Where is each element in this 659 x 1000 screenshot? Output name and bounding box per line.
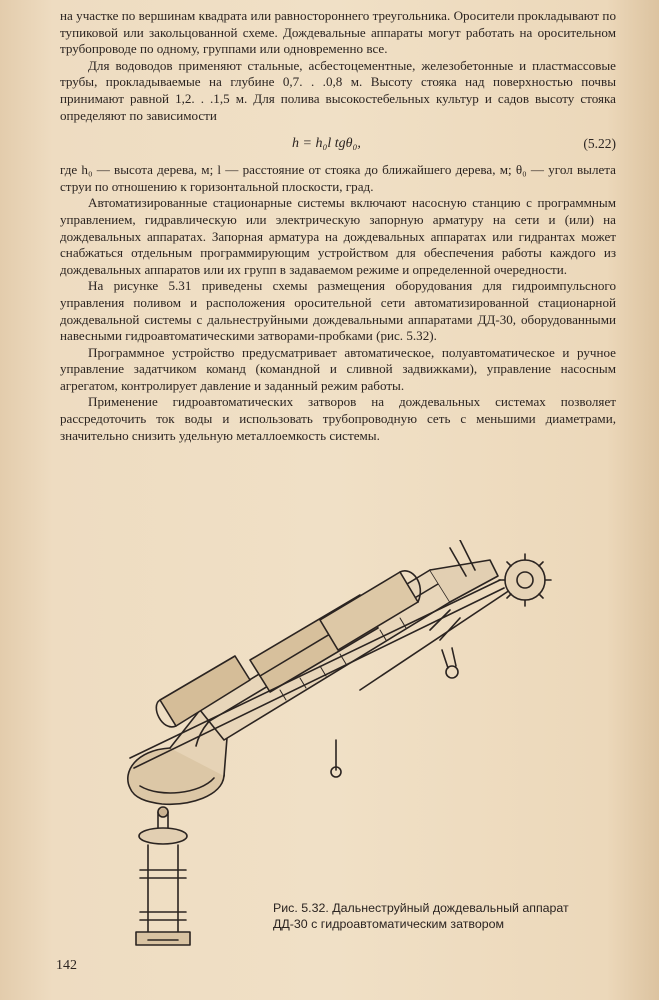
body-text xyxy=(60,8,616,444)
paragraph: где h₀ — высота дерева, м; l — расстояние от стояка до ближайшего дерева, м; θ₀ — угол вылета струи по отношению к горизонтальной плоскости, град. xyxy=(60,162,616,194)
formula-number: (5.22) xyxy=(583,136,616,152)
paragraph: на участке по вершинам квадрата или равностороннего треугольника. Оросители прокладывают по тупиковой или закольцованной схеме. Дождевальные аппараты могут работать на оросительном трубопроводе по одному, группами или одновременно все. xyxy=(60,8,616,57)
formula-expression: h = h₀l tgθ₀, xyxy=(292,136,361,152)
formula xyxy=(60,126,616,162)
paragraph: Программное устройство предусматривает автоматическое, полуавтоматическое и ручное управление задатчиком команд (командной и сливной задвижками), управление насосным агрегатом, контролирует давление и заданный режим работы. xyxy=(60,344,616,393)
page-number: 142 xyxy=(56,958,77,973)
paragraph: Автоматизированные стационарные системы включают насосную станцию с программным управлением, гидравлическую или электрическую запорную арматуру на сети и (или) на дождевальных аппаратах. Запорная арматура на дождевальных аппаратах или гидрантах может снабжаться отдельным программирующим устройством для обеспечения работы каждого из дождевальных аппаратов или их групп в задаваемом режиме и определенной очередности. xyxy=(60,195,616,277)
sprinkler-illustration xyxy=(100,540,570,950)
figure-caption: Рис. 5.32. Дальнеструйный дождевальный аппарат ДД-30 с гидроавтоматическим затвором xyxy=(273,901,569,931)
paragraph: Для водоводов применяют стальные, асбестоцементные, железобетонные и пластмассовые трубы, прокладываемые на глубине 0,7. . .0,8 м. Высоту стояка над поверхностью почвы принимают равной 1,2. . .1,5 м. Для полива высокостебельных культур и садов высоту стояка определяют по зависимости xyxy=(60,57,616,123)
paragraph: На рисунке 5.31 приведены схемы размещения оборудования для гидроимпульсного управления поливом и расположения оросительной сети автоматизированной стационарной дождевальной системы с дальнеструйными дождевальными аппаратами ДД-30, оборудованными навесными гидроавтоматическими затворами-пробками (рис. 5.32). xyxy=(60,278,616,344)
paragraph: Применение гидроавтоматических затворов на дождевальных системах позволяет рассредоточить ток воды и использовать трубопроводную сеть с меньшими диаметрами, значительно снизить удельную металлоемкость системы. xyxy=(60,394,616,443)
